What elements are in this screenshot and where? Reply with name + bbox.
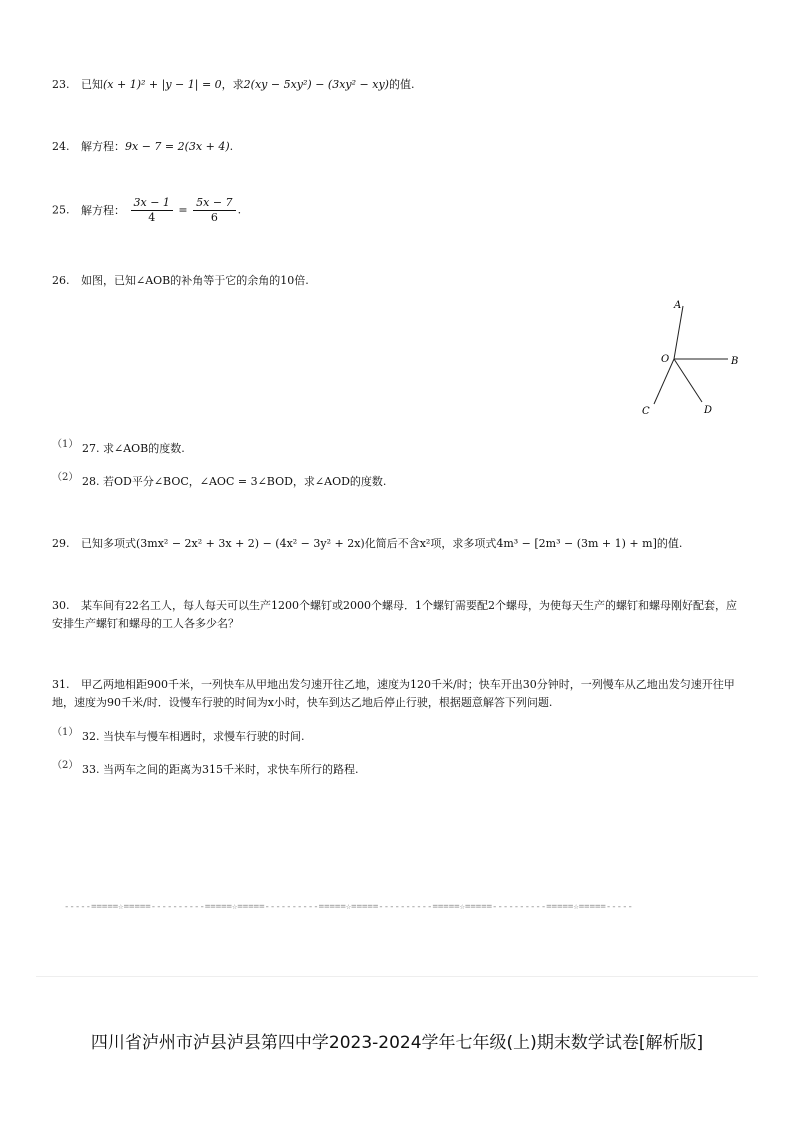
sub-text: 32. 当快车与慢车相遇时，求慢车行驶的时间.	[82, 730, 305, 743]
ray-OC	[654, 359, 674, 404]
left-denominator: 4	[148, 211, 156, 224]
ray-OD	[674, 359, 702, 402]
equals-sign: =	[178, 203, 188, 217]
question-number: 23.	[52, 78, 70, 91]
question-text: 甲乙两地相距900千米，一列快车从甲地出发匀速开往乙地，速度为120千米/时；快车开出30分钟时，一列慢车从乙地出发匀速开往甲地，速度为90千米/时．设慢车行驶的时间为x小时，快车到达乙地后停止行驶，根据题意解答下列问题.	[52, 678, 735, 709]
question-29	[52, 535, 682, 553]
question-text: 如图，已知∠AOB的补角等于它的余角的10倍.	[81, 274, 309, 287]
label-B: B	[731, 356, 739, 367]
sub-tag: （1）	[52, 439, 79, 450]
decorative-separator: -----=====☆=====----------=====☆=====----------=====☆=====----------=====☆=====----------=====☆=====-----	[64, 902, 633, 912]
sub-text: 27. 求∠AOB的度数.	[82, 442, 185, 455]
sub-tag: （2）	[52, 760, 79, 771]
target-expression: 2(xy − 5xy²) − (3xy² − xy)	[243, 78, 389, 91]
question-tail: .	[229, 140, 234, 153]
question-31	[52, 676, 742, 712]
right-fraction	[193, 196, 235, 225]
question-number: 31.	[52, 678, 70, 691]
right-denominator: 6	[210, 211, 218, 224]
question-tail: 的值.	[388, 78, 415, 91]
question-number: 25.	[52, 203, 70, 217]
sub-text: 28. 若OD平分∠BOC，∠AOC = 3∠BOD，求∠AOD的度数.	[82, 475, 387, 488]
page-divider	[36, 976, 758, 977]
equation: 9x − 7 = 2(3x + 4)	[125, 140, 230, 153]
question-tail: .	[237, 203, 242, 217]
ray-OA	[674, 306, 683, 359]
label-O: O	[661, 354, 670, 365]
question-lead: 解方程：	[81, 203, 125, 217]
question-25	[52, 196, 241, 225]
question-number: 29.	[52, 537, 70, 550]
right-numerator: 5x − 7	[193, 196, 235, 211]
document-title: 四川省泸州市泸县泸县第四中学2023-2024学年七年级(上)期末数学试卷[解析版]	[90, 1033, 704, 1053]
label-D: D	[704, 405, 713, 416]
left-numerator: 3x − 1	[131, 196, 173, 211]
sub-text: 33. 当两车之间的距离为315千米时，求快车所行的路程.	[82, 763, 359, 776]
question-number: 24.	[52, 140, 70, 153]
question-text: 某车间有22名工人，每人每天可以生产1200个螺钉或2000个螺母．1个螺钉需要配2个螺母，为使每天生产的螺钉和螺母刚好配套，应安排生产螺钉和螺母的工人各多少名？	[52, 599, 737, 630]
sub-tag: （1）	[52, 727, 79, 738]
question-text: 已知多项式(3mx² − 2x² + 3x + 2) − (4x² − 3y² + 2x)化简后不含x²项，求多项式4m³ − [2m³ − (3m + 1) + m]的值.	[81, 537, 683, 550]
label-C: C	[642, 406, 650, 417]
sub-tag: （2）	[52, 472, 79, 483]
question-lead: 解方程：	[81, 140, 125, 153]
angle-figure	[630, 292, 750, 422]
question-30	[52, 597, 742, 633]
question-26	[52, 272, 309, 290]
label-A: A	[674, 300, 682, 311]
question-24	[52, 138, 233, 156]
question-number: 26.	[52, 274, 70, 287]
question-mid: ，求	[221, 78, 244, 91]
question-lead: 已知	[81, 78, 103, 91]
condition-expression: (x + 1)² + |y − 1| = 0	[103, 78, 222, 91]
question-23	[52, 76, 414, 94]
question-number: 30.	[52, 599, 70, 612]
left-fraction	[131, 196, 173, 225]
